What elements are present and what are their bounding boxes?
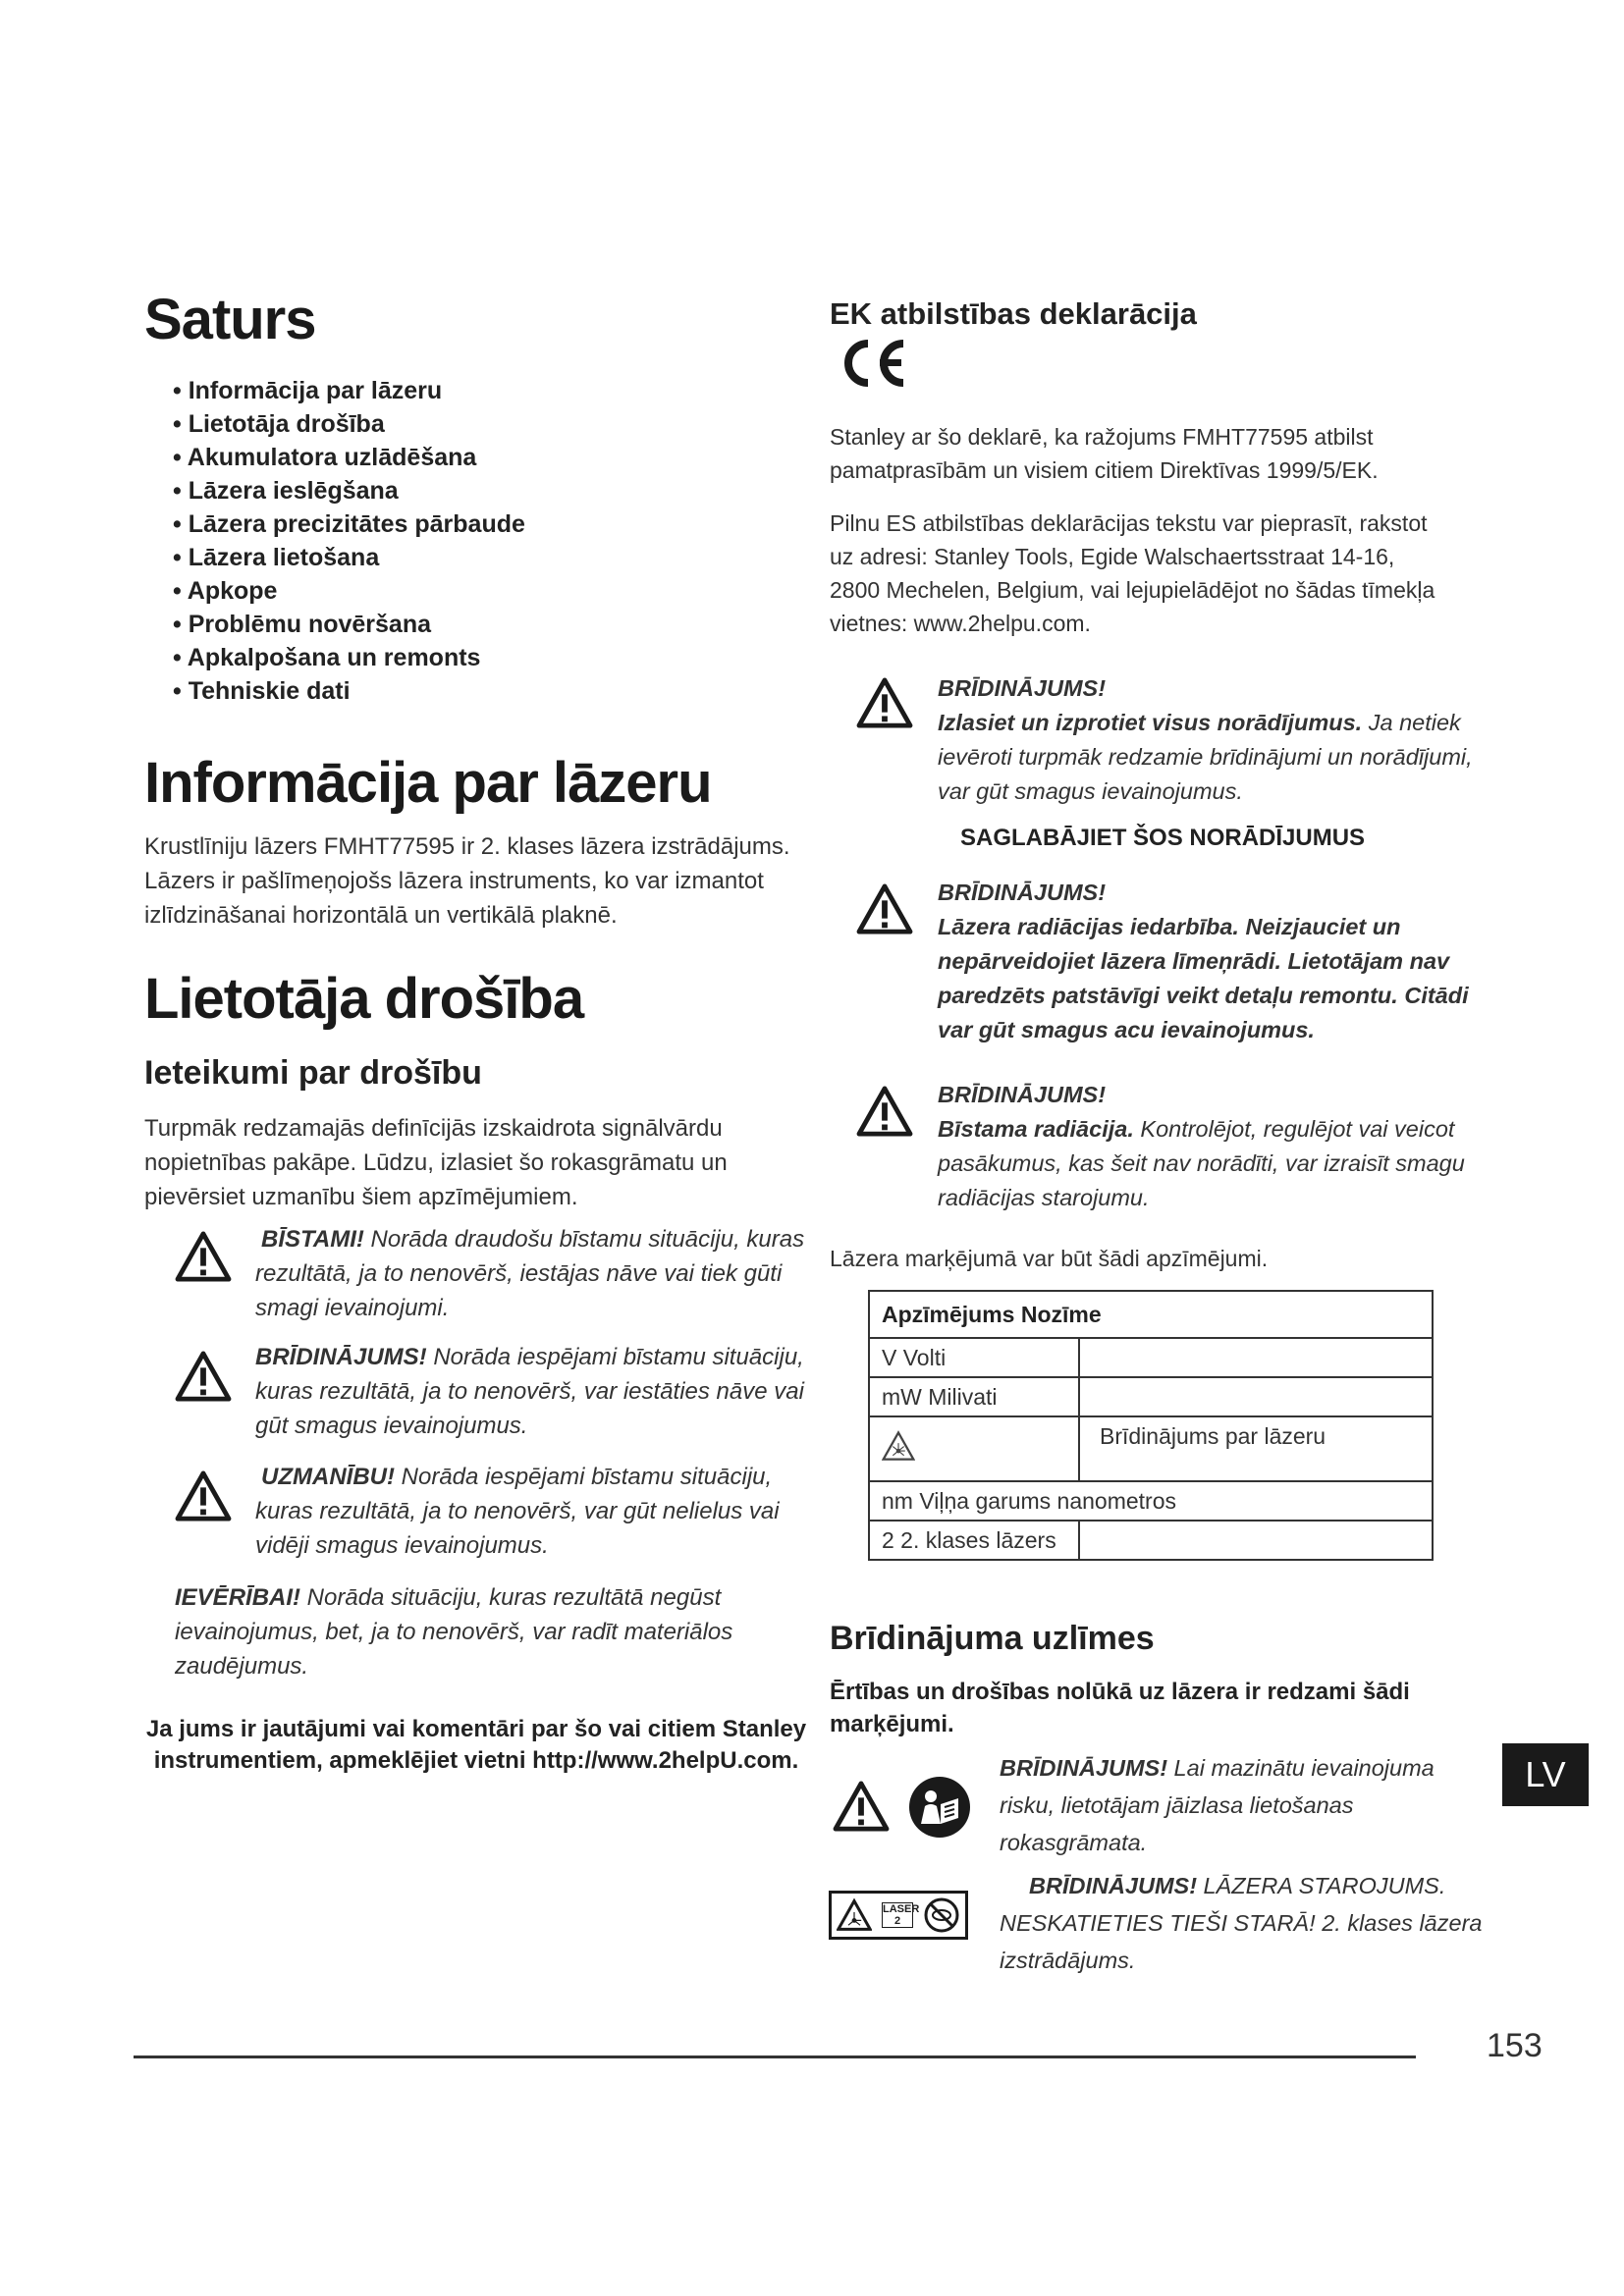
table-cell (1079, 1521, 1433, 1560)
warning-triangle-icon (175, 1470, 232, 1522)
info-title: Informācija par lāzeru (144, 751, 712, 815)
laser-warning-icon (837, 1897, 872, 1933)
toc-item[interactable]: • Lietotāja drošība (173, 410, 385, 438)
read-manual-icon (907, 1775, 972, 1844)
danger-definition: BĪSTAMI! Norāda draudošu bīstamu situāciju, kuras rezultātā, ja to nenovērš, iestājas nāve vai tiek gūti smagi ievainojumi. (255, 1226, 805, 1321)
toc-title: Saturs (144, 288, 316, 351)
labels-intro: Ērtības un drošības nolūkā uz lāzera ir redzami šādi marķējumi. (830, 1679, 1410, 1737)
table-row (869, 1377, 1433, 1416)
table-cell: Brīdinājums par lāzeru (1079, 1416, 1433, 1481)
page-number: 153 (1487, 2027, 1543, 2064)
save-instructions: SAGLABĀJIET ŠOS NORĀDĪJUMUS (960, 825, 1366, 851)
label-laser-radiation-text: BRĪDINĀJUMS! LĀZERA STAROJUMS. NESKATIETIES TIEŠI STARĀ! 2. klases lāzera izstrādājums. (1000, 1873, 1483, 1973)
marking-intro: Lāzera marķējumā var būt šādi apzīmējumi. (830, 1246, 1269, 1271)
table-header-row (869, 1291, 1433, 1338)
symbols-table (868, 1290, 1434, 1561)
toc-item[interactable]: • Lāzera lietošana (173, 544, 380, 571)
table-cell (869, 1416, 1079, 1481)
table-cell: 2 2. klases lāzers (869, 1521, 1079, 1560)
toc-item[interactable]: • Lāzera ieslēgšana (173, 477, 399, 505)
warning-laser-radiation: BRĪDINĀJUMS! Lāzera radiācijas iedarbība. Neizjauciet un nepārveidojiet lāzera līmeņrādi. Lietotājam nav paredzēts patstāvīgi veikt detaļu remontu. Citādi var gūt smagus acu ievainojumus. (938, 880, 1469, 1042)
laser-class-sticker (829, 1891, 968, 1940)
laser-class-text: LASER 2 (883, 1903, 920, 1927)
caution-definition: UZMANĪBU! Norāda iespējami bīstamu situāciju, kuras rezultātā, ja to nenovērš, var gūt nelielus vai vidēji smagus ievainojumus. (255, 1464, 780, 1559)
ek-text-2: Pilnu ES atbilstības deklarācijas tekstu var pieprasīt, rakstot uz adresi: Stanley Tools, Egide Walschaertsstraat 14-16, 2800 Mechelen, Belgium, vai lejupielādējot no šādas tīmekļa vietnes: www.2helpu.com. (830, 510, 1435, 636)
table-header: Apzīmējums Nozīme (869, 1291, 1433, 1338)
toc-item[interactable]: • Informācija par lāzeru (173, 377, 443, 404)
warning-hazardous-radiation: BRĪDINĀJUMS! Bīstama radiācija. Kontrolējot, regulējot vai veicot pasākumus, kas šeit nav norādīti, var izraisīt smagu radiācijas starojumu. (938, 1082, 1465, 1210)
toc-item[interactable]: • Tehniskie dati (173, 677, 351, 705)
info-text: Krustlīniju lāzers FMHT77595 ir 2. klases lāzera izstrādājums. Lāzers ir pašlīmeņojošs lāzera instruments, ko var izmantot izlīdzināšanai horizontālā un vertikālā plaknē. (144, 833, 790, 929)
toc-item[interactable]: • Lāzera precizitātes pārbaude (173, 510, 525, 538)
notice-definition: IEVĒRĪBAI! Norāda situāciju, kuras rezultātā negūst ievainojumus, bet, ja to nenovērš, var radīt materiālos zaudējumus. (175, 1584, 733, 1680)
laser-warning-icon (882, 1429, 915, 1463)
table-cell: V Volti (869, 1338, 1079, 1377)
toc-list (173, 374, 525, 708)
safety-intro: Turpmāk redzamajās definīcijās izskaidrota signālvārdu nopietnības pakāpe. Lūdzu, izlasiet šo rokasgrāmatu un pievērsiet uzmanību šiem apzīmējumiem. (144, 1115, 728, 1210)
table-row (869, 1481, 1433, 1521)
no-eye-exposure-icon (923, 1896, 960, 1934)
warning-triangle-icon (856, 883, 913, 934)
table-row (869, 1416, 1433, 1481)
ek-text-1: Stanley ar šo deklarē, ka ražojums FMHT77595 atbilst pamatprasībām un visiem citiem Direktīvas 1999/5/EK. (830, 424, 1379, 483)
warning-triangle-icon (175, 1351, 232, 1402)
toc-item[interactable]: • Apkope (173, 577, 278, 605)
warning-read-instructions: BRĪDINĀJUMS! Izlasiet un izprotiet visus norādījumus. Ja netiek ievēroti turpmāk redzamie brīdinājumi un norādījumi, var gūt smagus ievainojumus. (938, 675, 1473, 804)
footer-rule (134, 2056, 1416, 2058)
toc-item[interactable]: • Akumulatora uzlādēšana (173, 444, 477, 471)
table-cell (1079, 1338, 1433, 1377)
table-cell: mW Milivati (869, 1377, 1079, 1416)
labels-title: Brīdinājuma uzlīmes (830, 1620, 1155, 1657)
warning-triangle-icon (833, 1781, 890, 1837)
toc-item[interactable]: • Apkalpošana un remonts (173, 644, 481, 671)
warning-triangle-icon (856, 1086, 913, 1137)
warning-definition: BRĪDINĀJUMS! Norāda iespējami bīstamu situāciju, kuras rezultātā, ja to nenovērš, var iestāties nāve vai gūt smagus ievainojumus. (255, 1344, 804, 1439)
table-row (869, 1338, 1433, 1377)
table-row (869, 1521, 1433, 1560)
warning-triangle-icon (175, 1231, 232, 1282)
ce-mark-icon (837, 336, 909, 396)
safety-subtitle: Ieteikumi par drošību (144, 1054, 482, 1092)
warning-triangle-icon (856, 677, 913, 728)
label-read-manual-text: BRĪDINĀJUMS! Lai mazinātu ievainojuma risku, lietotājam jāizlasa lietošanas rokasgrāmata. (1000, 1755, 1435, 1855)
contact-note: Ja jums ir jautājumi vai komentāri par šo vai citiem Stanley instrumentiem, apmeklējiet vietni http://www.2helpU.com. (145, 1716, 807, 1774)
toc-item[interactable]: • Problēmu novēršana (173, 611, 432, 638)
safety-title: Lietotāja drošība (144, 967, 584, 1031)
ek-title: EK atbilstības deklarācija (830, 296, 1197, 331)
language-tab: LV (1502, 1743, 1589, 1806)
table-cell: nm Viļņa garums nanometros (869, 1481, 1433, 1521)
table-cell (1079, 1377, 1433, 1416)
